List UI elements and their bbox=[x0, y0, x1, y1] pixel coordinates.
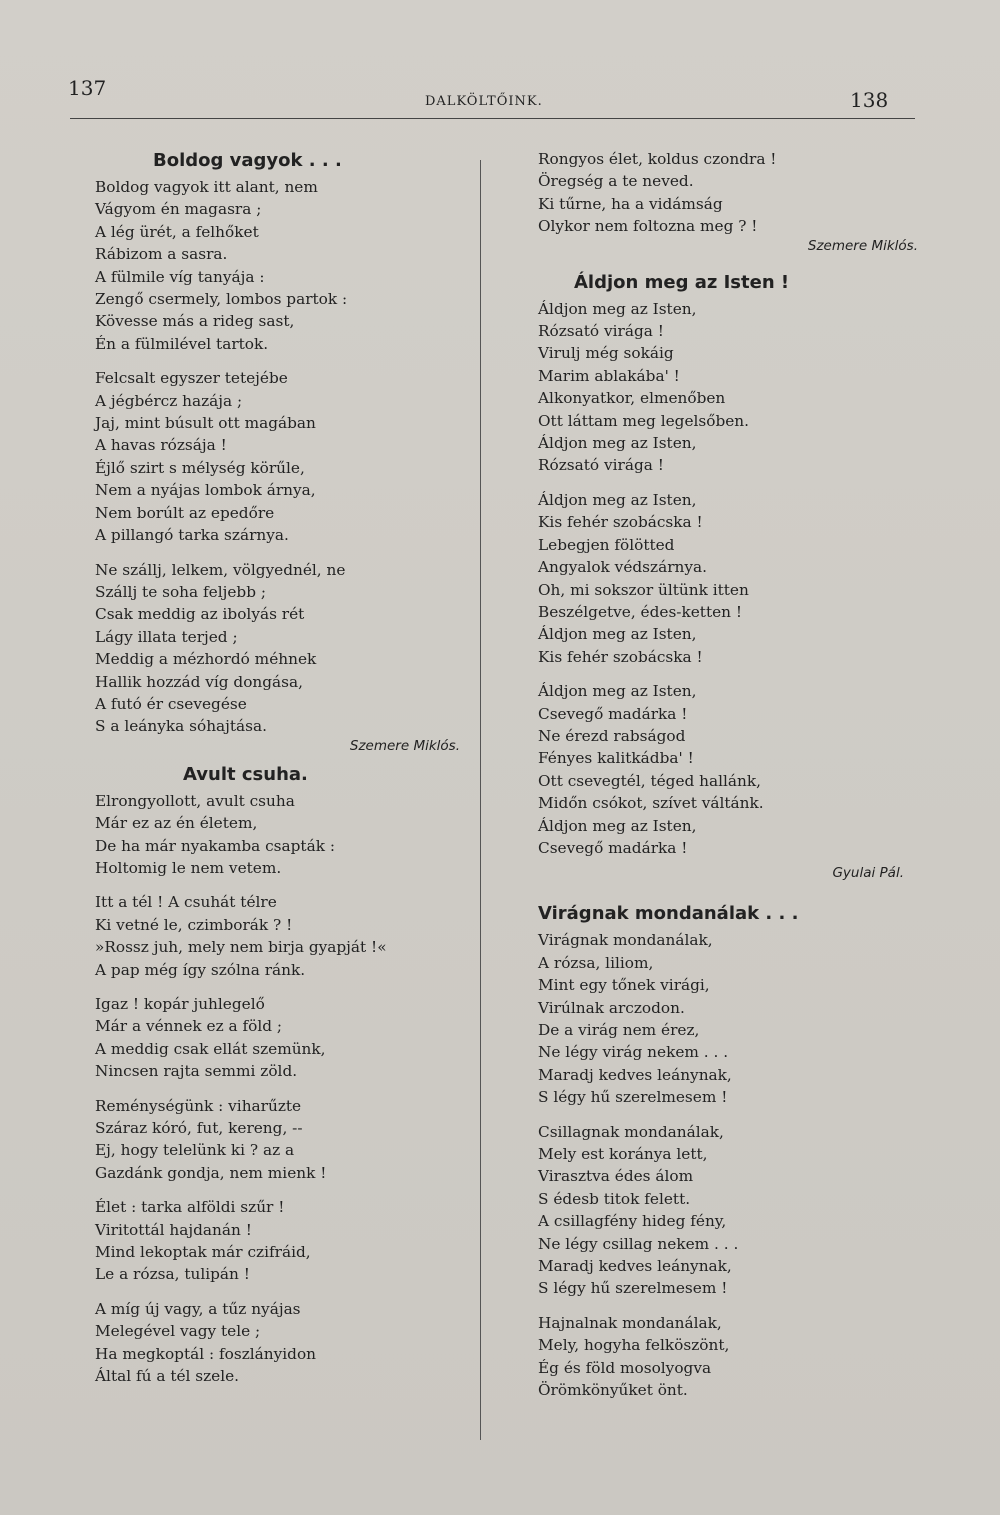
poem-line: Angyalok védszárnya. bbox=[538, 558, 707, 577]
poem-line: Ej, hogy telelünk ki ? az a bbox=[95, 1141, 295, 1160]
poem-line: Reménységünk : viharűzte bbox=[95, 1096, 302, 1115]
poem-line: Midőn csókot, szívet váltánk. bbox=[538, 794, 764, 813]
poem-line: A lég ürét, a felhőket bbox=[95, 222, 259, 241]
poem-line: Holtomig le nem vetem. bbox=[95, 858, 282, 877]
poem-line: Oh, mi sokszor ültünk itten bbox=[538, 580, 749, 599]
stanza-gap bbox=[95, 1286, 465, 1298]
poem-line: Áldjon meg az Isten, bbox=[538, 434, 697, 453]
poem-line: Olykor nem foltozna meg ? ! bbox=[538, 217, 758, 236]
stanza-gap bbox=[95, 1083, 465, 1095]
page-header bbox=[0, 72, 1000, 122]
poem-line: Áldjon meg az Isten, bbox=[538, 682, 697, 701]
left-column bbox=[95, 148, 465, 1388]
poem-line: Virágnak mondanálak, bbox=[538, 931, 713, 950]
poem-line: Lágy illata terjed ; bbox=[95, 627, 238, 646]
poem-line: Áldjon meg az Isten, bbox=[538, 816, 697, 835]
poem-author: Szemere Miklós. bbox=[349, 737, 460, 754]
stanza-gap bbox=[95, 1184, 465, 1196]
poem-line: Marim ablakába' ! bbox=[538, 366, 680, 385]
poem-line: Viritottál hajdanán ! bbox=[95, 1220, 252, 1239]
poem-line: Csillagnak mondanálak, bbox=[538, 1122, 724, 1141]
poem-line: Hajnalnak mondanálak, bbox=[538, 1313, 722, 1332]
poem-line: Hallik hozzád víg dongása, bbox=[95, 672, 304, 691]
poem-line: Virúlnak arczodon. bbox=[538, 998, 685, 1017]
poem-line: A pillangó tarka szárnya. bbox=[95, 526, 289, 545]
poem-line: Meddig a mézhordó méhnek bbox=[95, 650, 317, 669]
poem-line: Ég és föld mosolyogva bbox=[538, 1358, 712, 1377]
poem-line: A pap még így szólna ránk. bbox=[95, 960, 306, 979]
poem-line: Gazdánk gondja, nem mienk ! bbox=[95, 1163, 327, 1182]
stanza-gap bbox=[538, 668, 918, 680]
poem-line: Már ez az én életem, bbox=[95, 814, 258, 833]
poem-line: Áldjon meg az Isten, bbox=[538, 490, 697, 509]
poem-line: Ki tűrne, ha a vidámság bbox=[538, 194, 723, 213]
poem-line: Igaz ! kopár juhlegelő bbox=[95, 995, 265, 1013]
poem-line: Nincsen rajta semmi zöld. bbox=[95, 1062, 298, 1081]
poem-line: A meddig csak ellát szemünk, bbox=[95, 1039, 326, 1058]
poem-line: A míg új vagy, a tűz nyájas bbox=[95, 1299, 301, 1318]
stanza-gap bbox=[95, 547, 465, 559]
poem-line: Ott csevegtél, téged hallánk, bbox=[538, 771, 762, 790]
poem-author: Gyulai Pál. bbox=[832, 865, 904, 882]
poem-body bbox=[538, 298, 918, 860]
stanza-gap bbox=[538, 1300, 918, 1312]
page-number-right: 138 bbox=[850, 88, 889, 112]
poem-line: Száraz kóró, fut, kereng, -- bbox=[95, 1119, 303, 1138]
poem-line: A rózsa, liliom, bbox=[538, 953, 654, 972]
stanza-gap bbox=[95, 879, 465, 891]
poem-line: Ki vetné le, czimborák ? ! bbox=[95, 915, 293, 934]
poem-line: Kövesse más a rideg sast, bbox=[95, 312, 295, 331]
poem-line: Kis fehér szobácska ! bbox=[538, 647, 703, 666]
poem-line: Csevegő madárka ! bbox=[538, 704, 688, 723]
poem-line: »Rossz juh, mely nem birja gyapját !« bbox=[95, 938, 387, 957]
poem-body bbox=[538, 148, 918, 238]
poem-line: Lebegjen fölötted bbox=[538, 535, 675, 554]
poem-line: A csillagfény hideg fény, bbox=[538, 1212, 727, 1231]
poem-line: Ne szállj, lelkem, völgyednél, ne bbox=[95, 560, 346, 579]
stanza-gap bbox=[95, 355, 465, 367]
poem-line: De a virág nem érez, bbox=[538, 1021, 700, 1039]
poem-line: Virulj még sokáig bbox=[538, 344, 674, 363]
poem-line: Ne érezd rabságod bbox=[538, 726, 686, 745]
poem-line: Által fú a tél szele. bbox=[95, 1367, 240, 1386]
poem-line: A futó ér csevegése bbox=[95, 694, 247, 713]
poem-line: Melegével vagy tele ; bbox=[95, 1322, 261, 1341]
poem-title: Boldog vagyok . . . bbox=[153, 150, 342, 171]
poem-line: Ha megkoptál : foszlányidon bbox=[95, 1344, 317, 1363]
poem-line: Beszélgetve, édes-ketten ! bbox=[538, 602, 743, 621]
poem-line: Virasztva édes álom bbox=[538, 1167, 694, 1186]
poem-line: Csak meddig az ibolyás rét bbox=[95, 605, 305, 624]
poem-line: Felcsalt egyszer tetejébe bbox=[95, 369, 288, 388]
poem-line: Rózsató virága ! bbox=[538, 322, 664, 341]
poem-line: Már a vénnek ez a föld ; bbox=[95, 1017, 283, 1036]
poem-line: A jégbércz hazája ; bbox=[95, 391, 243, 410]
column-divider bbox=[480, 160, 481, 1440]
poem-line: S légy hű szerelmesem ! bbox=[538, 1279, 728, 1298]
poem-line: Elrongyollott, avult csuha bbox=[95, 791, 295, 810]
stanza-gap bbox=[95, 981, 465, 993]
poem-line: Mind lekoptak már czifráid, bbox=[95, 1243, 311, 1262]
poem-line: Én a fülmilével tartok. bbox=[95, 334, 269, 353]
poem-line: Alkonyatkor, elmenőben bbox=[538, 389, 726, 408]
poem-line: Ne légy virág nekem . . . bbox=[538, 1043, 729, 1062]
poem-line: Öregség a te neved. bbox=[538, 172, 694, 191]
poem-line: Rongyos élet, koldus czondra ! bbox=[538, 150, 777, 168]
poem-line: Rábizom a sasra. bbox=[95, 245, 228, 264]
poem-line: Jaj, mint búsult ott magában bbox=[95, 414, 316, 433]
poem-line: Le a rózsa, tulipán ! bbox=[95, 1265, 250, 1284]
poem-line: Zengő csermely, lombos partok : bbox=[95, 290, 348, 309]
poem-line: Mely, hogyha felköszönt, bbox=[538, 1336, 730, 1355]
poem-body bbox=[95, 790, 465, 1388]
poem-line: Ott láttam meg legelsőben. bbox=[538, 411, 750, 430]
poem-line: De ha már nyakamba csapták : bbox=[95, 836, 335, 855]
poem-line: Mely est koránya lett, bbox=[538, 1145, 708, 1164]
poem-line: Maradj kedves leánynak, bbox=[538, 1065, 732, 1084]
header-rule bbox=[70, 118, 915, 119]
page-number-left: 137 bbox=[68, 76, 107, 100]
right-column bbox=[538, 148, 918, 1402]
poem-line: Szállj te soha feljebb ; bbox=[95, 582, 267, 601]
poem-line: Nem borúlt az epedőre bbox=[95, 503, 275, 522]
poem-line: Maradj kedves leánynak, bbox=[538, 1257, 732, 1276]
poem-line: Vágyom én magasra ; bbox=[95, 200, 262, 219]
poem-line: Boldog vagyok itt alant, nem bbox=[95, 178, 318, 196]
poem-line: Éjlő szirt s mélység körűle, bbox=[95, 458, 305, 477]
poem-line: Ne légy csillag nekem . . . bbox=[538, 1234, 739, 1253]
poem-line: Áldjon meg az Isten, bbox=[538, 299, 697, 318]
poem-line: Csevegő madárka ! bbox=[538, 838, 688, 857]
stanza-gap bbox=[538, 477, 918, 489]
poem-body bbox=[538, 929, 918, 1401]
poem-line: Élet : tarka alföldi szűr ! bbox=[95, 1198, 285, 1217]
poem-line: A havas rózsája ! bbox=[95, 436, 227, 455]
poem-line: S édesb titok felett. bbox=[538, 1189, 691, 1208]
poem-line: Itt a tél ! A csuhát télre bbox=[95, 893, 277, 912]
running-title: DALKÖLTŐINK. bbox=[425, 94, 543, 109]
poem-line: Mint egy tőnek virági, bbox=[538, 976, 710, 995]
poem-author: Szemere Miklós. bbox=[807, 237, 918, 254]
poem-title: Áldjon meg az Isten ! bbox=[574, 271, 790, 293]
stanza-gap bbox=[538, 1109, 918, 1121]
poem-line: S légy hű szerelmesem ! bbox=[538, 1088, 728, 1107]
poem-line: Rózsató virága ! bbox=[538, 456, 664, 475]
poem-line: Áldjon meg az Isten, bbox=[538, 625, 697, 644]
poem-line: Kis fehér szobácska ! bbox=[538, 513, 703, 532]
poem-line: Nem a nyájas lombok árnya, bbox=[95, 481, 316, 500]
poem-line: Fényes kalitkádba' ! bbox=[538, 749, 694, 768]
poem-title: Avult csuha. bbox=[183, 763, 308, 785]
poem-title: Virágnak mondanálak . . . bbox=[538, 903, 799, 925]
poem-body bbox=[95, 176, 465, 738]
poem-line: A fülmile víg tanyája : bbox=[95, 267, 265, 286]
poem-line: S a leányka sóhajtása. bbox=[95, 717, 268, 736]
poem-line: Örömkönyűket önt. bbox=[538, 1381, 688, 1400]
